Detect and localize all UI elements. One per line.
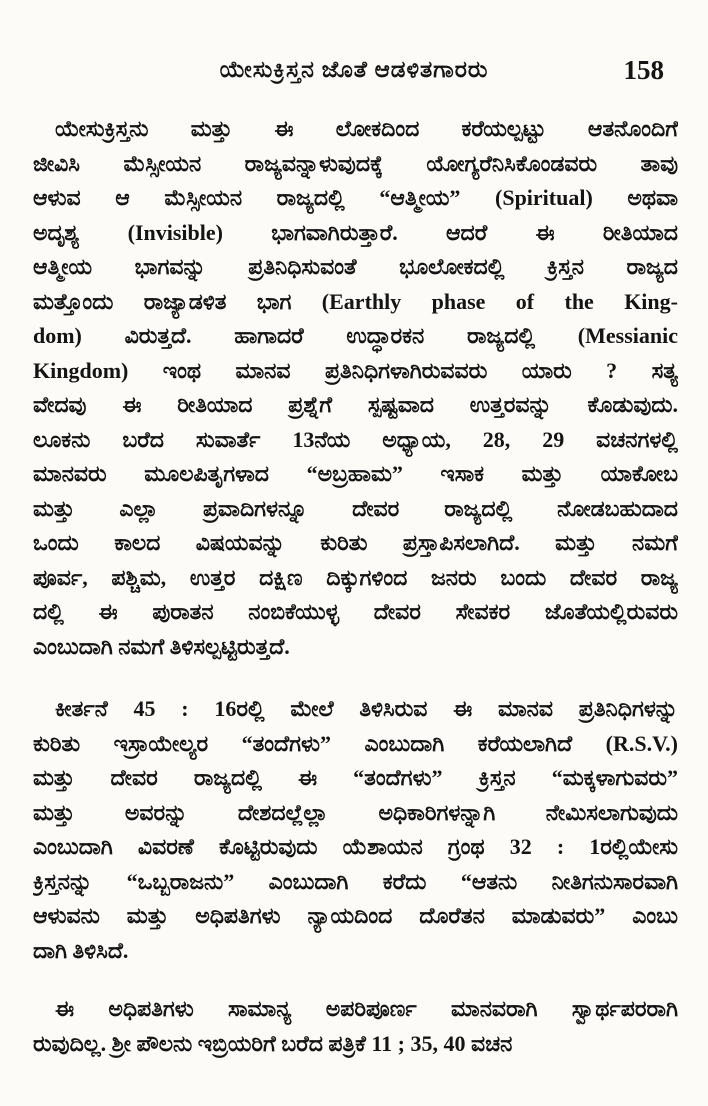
text-line: ಅದೃಶ್ಯ (Invisible) ಭಾಗವಾಗಿರುತ್ತಾರೆ. ಆದರೆ ಈ ರೀತಿಯಾದ	[33, 219, 678, 245]
text-line: ಮತ್ತು ಅವರನ್ನು ದೇಶದಲ್ಲೆಲ್ಲಾ ಅಧಿಕಾರಿಗಳನ್ನಾಗಿ ನೇಮಿಸಲಾಗುವುದು	[33, 799, 678, 825]
text-line: ಮತ್ತೊಂದು ರಾಜ್ಯಾಡಳಿತ ಭಾಗ (Earthly phase of the King-	[33, 288, 678, 314]
text-line: ಯೇಸುಕ್ರಿಸ್ತನು ಮತ್ತು ಈ ಲೋಕದಿಂದ ಕರೆಯಲ್ಪಟ್ಟು ಆತನೊಂದಿಗೆ	[55, 116, 678, 141]
text-line: ಆತ್ಮೀಯ ಭಾಗವನ್ನು ಪ್ರತಿನಿಧಿಸುವಂತೆ ಭೂಲೋಕದಲ್ಲಿ ಕ್ರಿಸ್ತನ ರಾಜ್ಯದ	[33, 254, 678, 279]
text-line: ಎಂಬುದಾಗಿ ವಿವರಣೆ ಕೊಟ್ಟಿರುವುದು ಯೆಶಾಯನ ಗ್ರಂಥ 32 : 1ರಲ್ಲಿಯೇಸು	[33, 834, 678, 859]
text-line: ಮತ್ತು ದೇವರ ರಾಜ್ಯದಲ್ಲಿ ಈ “ತಂದೆಗಳು” ಕ್ರಿಸ್ತನ “ಮಕ್ಕಳಾಗುವರು”	[33, 765, 678, 790]
text-line: ಕುರಿತು ಇಸ್ರಾಯೇಲ್ಯರ “ತಂದೆಗಳು” ಎಂಬುದಾಗಿ ಕರೆಯಲಾಗಿದೆ (R.S.V.)	[33, 730, 678, 756]
text-line: ಪೂರ್ವ, ಪಶ್ಚಿಮ, ಉತ್ತರ ದಕ್ಷಿಣ ದಿಕ್ಕುಗಳಿಂದ ಜನರು ಬಂದು ದೇವರ ರಾಜ್ಯ	[33, 564, 678, 590]
text-line: ಕೀರ್ತನೆ 45 : 16ರಲ್ಲಿ ಮೇಲೆ ತಿಳಿಸಿರುವ ಈ ಮಾನವ ಪ್ರತಿನಿಧಿಗಳನ್ನು	[55, 696, 678, 721]
text-line: ಮತ್ತು ಎಲ್ಲಾ ಪ್ರವಾದಿಗಳನ್ನೂ ದೇವರ ರಾಜ್ಯದಲ್ಲಿ ನೋಡಬಹುದಾದ	[33, 495, 678, 521]
running-header	[0, 50, 708, 90]
text-line: ದಲ್ಲಿ ಈ ಪುರಾತನ ನಂಬಿಕೆಯುಳ್ಳ ದೇವರ ಸೇವಕರ ಜೊತೆಯಲ್ಲಿರುವರು	[33, 599, 678, 624]
text-line: ಮಾನವರು ಮೂಲಪಿತೃಗಳಾದ “ಅಬ್ರಹಾಮ” ಇಸಾಕ ಮತ್ತು ಯಾಕೋಬ	[33, 461, 678, 486]
text-line: ಆಳುವನು ಮತ್ತು ಅಧಿಪತಿಗಳು ನ್ಯಾಯದಿಂದ ದೊರೆತನ ಮಾಡುವರು” ಎಂಬು	[33, 903, 678, 928]
page-title: ಯೇಸುಕ್ರಿಸ್ತನ ಜೊತೆ ಆಡಳಿತಗಾರರು	[219, 57, 489, 82]
text-line: ರುವುದಿಲ್ಲ. ಶ್ರೀ ಪೌಲನು ಇಬ್ರಿಯರಿಗೆ ಬರೆದ ಪತ್ರಿಕೆ 11 ; 35, 40 ವಚನ	[33, 1030, 513, 1056]
text-line: ಈ ಅಧಿಪತಿಗಳು ಸಾಮಾನ್ಯ ಅಪರಿಪೂರ್ಣ ಮಾನವರಾಗಿ ಸ್ವಾರ್ಥಪರರಾಗಿ	[55, 996, 678, 1021]
text-line: Kingdom) ಇಂಥ ಮಾನವ ಪ್ರತಿನಿಧಿಗಳಾಗಿರುವವರು ಯಾರು ? ಸತ್ಯ	[33, 357, 678, 383]
text-line: ಒಂದು ಕಾಲದ ವಿಷಯವನ್ನು ಕುರಿತು ಪ್ರಸ್ತಾಪಿಸಲಾಗಿದೆ. ಮತ್ತು ನಮಗೆ	[33, 530, 678, 555]
text-line: dom) ವಿರುತ್ತದೆ. ಹಾಗಾದರೆ ಉದ್ಧಾರಕನ ರಾಜ್ಯದಲ್ಲಿ (Messianic	[33, 323, 678, 348]
paragraph	[33, 692, 678, 968]
body-text	[33, 112, 678, 1061]
text-line: ದಾಗಿ ತಿಳಿಸಿದೆ.	[33, 937, 129, 963]
text-line: ವೇದವು ಈ ರೀತಿಯಾದ ಪ್ರಶ್ನೆಗೆ ಸ್ಪಷ್ಟವಾದ ಉತ್ತರವನ್ನು ಕೊಡುವುದು.	[33, 392, 678, 417]
text-line: ಆಳುವ ಆ ಮೆಸ್ಸೀಯನ ರಾಜ್ಯದಲ್ಲಿ “ಆತ್ಮೀಯ” (Spiritual) ಅಥವಾ	[33, 185, 678, 210]
text-line: ಕ್ರಿಸ್ತನನ್ನು “ಒಬ್ಬರಾಜನು” ಎಂಬುದಾಗಿ ಕರೆದು “ಆತನು ನೀತಿಗನುಸಾರವಾಗಿ	[33, 868, 678, 894]
paragraph	[33, 112, 678, 664]
text-line: ಲೂಕನು ಬರೆದ ಸುವಾರ್ತೆ 13ನೆಯ ಅಧ್ಯಾಯ, 28, 29 ವಚನಗಳಲ್ಲಿ	[33, 426, 678, 452]
paragraph	[33, 992, 678, 1061]
text-line: ಜೀವಿಸಿ ಮೆಸ್ಸೀಯನ ರಾಜ್ಯವನ್ನಾಳುವುದಕ್ಕೆ ಯೋಗ್ಯರೆನಿಸಿಕೊಂಡವರು ತಾವು	[33, 150, 678, 176]
page-number: 158	[623, 55, 664, 85]
text-line: ಎಂಬುದಾಗಿ ನಮಗೆ ತಿಳಿಸಲ್ಪಟ್ಟಿರುತ್ತದೆ.	[33, 633, 290, 659]
